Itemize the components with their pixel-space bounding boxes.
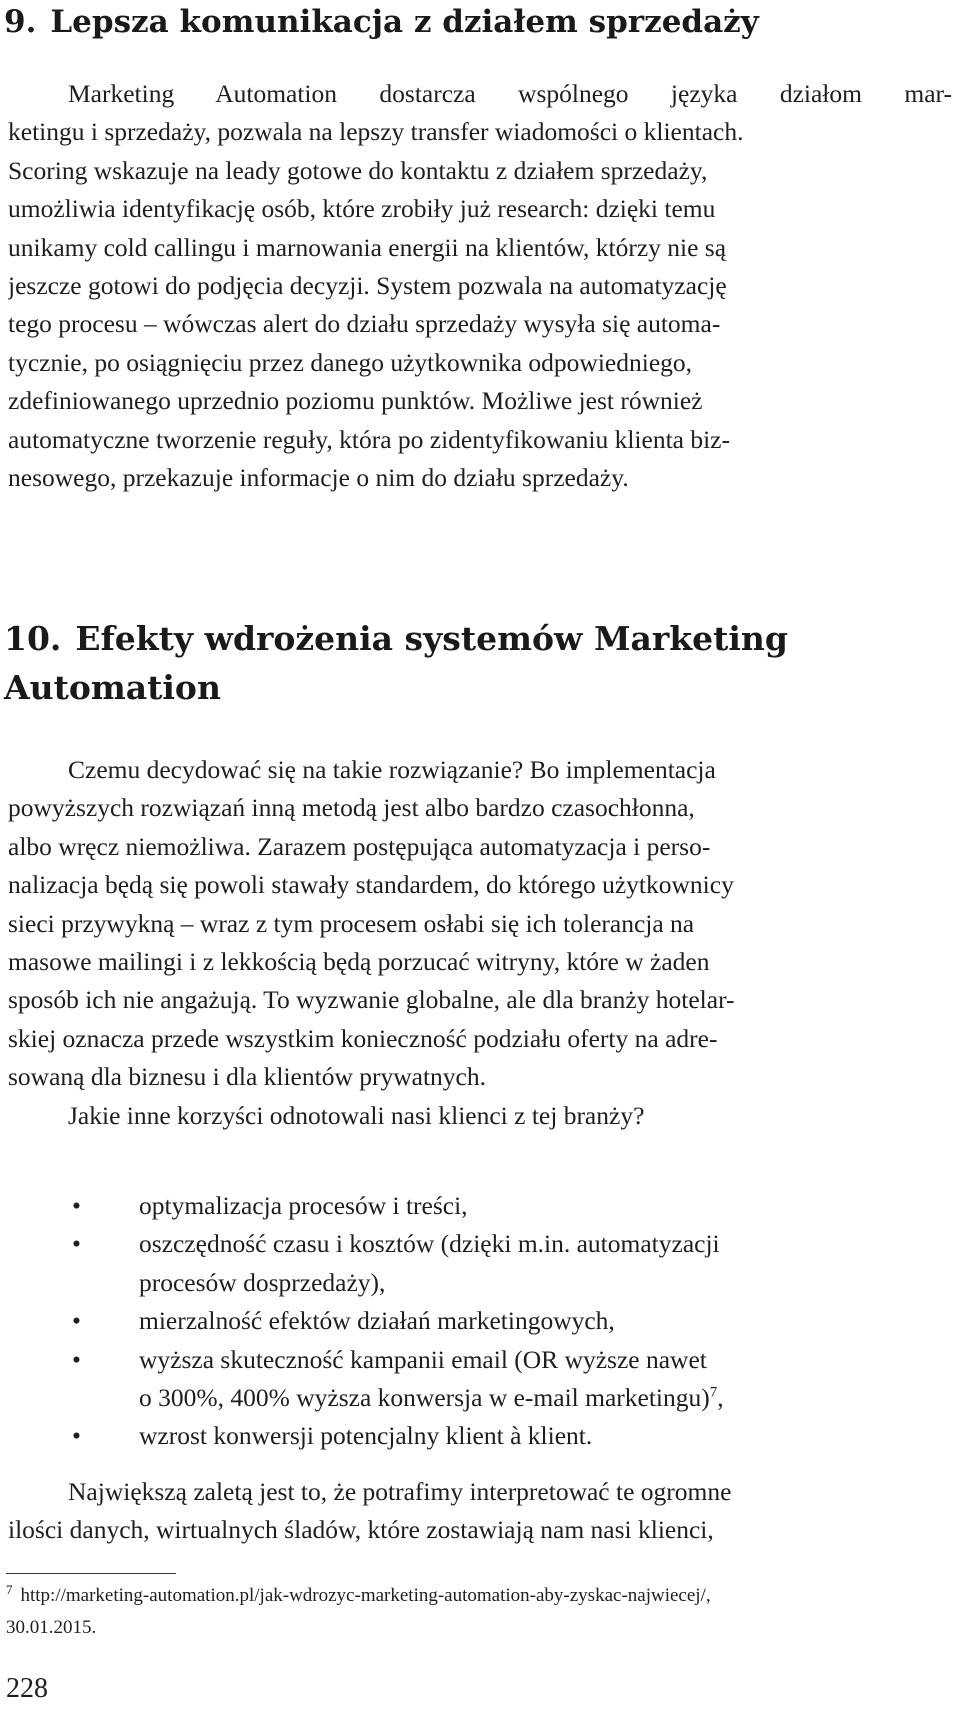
- text-line: umożliwia identyfikację osób, które zrobiły już research: dzięki temu: [8, 194, 716, 224]
- list-item-text: procesów dosprzedaży),: [139, 1267, 386, 1297]
- benefits-list: [8, 1187, 958, 1456]
- section-title: Efekty wdrożenia systemów Marketing Automation: [4, 619, 788, 707]
- text-line: powyższych rozwiązań inną metodą jest albo bardzo czasochłonna,: [8, 793, 695, 823]
- section-heading-10: [4, 614, 944, 712]
- text-line: Największą zaletą jest to, że potrafimy interpretować te ogromne: [68, 1477, 732, 1506]
- footnote-date: 30.01.2015.: [6, 1617, 97, 1638]
- section-title: Lepsza komunikacja z działem sprzedaży: [50, 4, 759, 40]
- list-item: [8, 1225, 958, 1302]
- section-heading-9: [4, 0, 759, 44]
- text-line: sowaną dla biznesu i dla klientów prywatnych.: [8, 1062, 487, 1092]
- list-item: [8, 1341, 958, 1418]
- list-item-text: wyższa skuteczność kampanii email (OR wyższe nawet: [139, 1344, 707, 1374]
- text-line: masowe mailingi i z lekkością będą porzucać witryny, które w żaden: [8, 947, 710, 977]
- text-line: zdefiniowanego uprzednio poziomu punktów. Możliwe jest również: [8, 386, 703, 416]
- bullet-icon: •: [72, 1229, 81, 1259]
- text-line: automatyczne tworzenie reguły, która po zidentyfikowaniu klienta biz-: [8, 424, 730, 454]
- page-number: 228: [6, 1673, 48, 1704]
- text-line: albo wręcz niemożliwa. Zarazem postępująca automatyzacja i perso-: [8, 831, 711, 861]
- text-line: skiej oznacza przede wszystkim konieczność podziału oferty na adre-: [8, 1023, 718, 1053]
- footnote-url: http://marketing-automation.pl/jak-wdrozyc-marketing-automation-aby-zyskac-najwiecej/,: [20, 1585, 711, 1606]
- question-line: Jakie inne korzyści odnotowali nasi klienci z tej branży?: [68, 1100, 645, 1130]
- list-item: [8, 1302, 958, 1340]
- text-line: ilości danych, wirtualnych śladów, które zostawiają nam nasi klienci,: [8, 1515, 714, 1545]
- text-line: Czemu decydować się na takie rozwiązanie? Bo implementacja: [68, 755, 716, 784]
- list-item-text: wzrost konwersji potencjalny klient à klient.: [139, 1421, 593, 1451]
- text-line: sposób ich nie angażują. To wyzwanie globalne, ale dla branży hotelar-: [8, 985, 735, 1015]
- list-item: [8, 1417, 958, 1455]
- footnote-separator: [6, 1573, 176, 1574]
- text-line: unikamy cold callingu i marnowania energii na klientów, którzy nie są: [8, 232, 727, 262]
- footnote: [6, 1580, 956, 1644]
- text-line: nesowego, przekazuje informacje o nim do działu sprzedaży.: [8, 463, 629, 493]
- bullet-icon: •: [72, 1344, 81, 1374]
- section-number: 10.: [4, 619, 62, 658]
- bullet-icon: •: [72, 1421, 81, 1451]
- footnote-line: [6, 1580, 956, 1612]
- section-number: 9.: [4, 4, 37, 40]
- bullet-icon: •: [72, 1191, 81, 1220]
- list-item-text: o 300%, 400% wyższa konwersja w e-mail marketingu): [139, 1383, 710, 1413]
- footnote-reference: 7: [709, 1384, 718, 1401]
- text-line: Marketing Automation dostarcza wspólnego języka działom mar-: [68, 79, 952, 108]
- list-item-text: oszczędność czasu i kosztów (dzięki m.in. automatyzacji: [139, 1229, 720, 1259]
- list-item-text: mierzalność efektów działań marketingowych,: [139, 1306, 615, 1336]
- closing-paragraph: [8, 1473, 952, 1550]
- section-9-paragraph: [8, 75, 952, 497]
- bullet-icon: •: [72, 1306, 81, 1336]
- text-line: sieci przywykną – wraz z tym procesem osłabi się ich tolerancja na: [8, 908, 695, 938]
- text-line: Scoring wskazuje na leady gotowe do kontaktu z działem sprzedaży,: [8, 155, 708, 185]
- text-line: tycznie, po osiągnięciu przez danego użytkownika odpowiedniego,: [8, 347, 693, 377]
- list-item-text-with-footnote: [139, 1379, 958, 1417]
- list-item-suffix: ,: [717, 1383, 724, 1413]
- section-10-paragraph: [8, 751, 952, 1135]
- text-line: tego procesu – wówczas alert do działu sprzedaży wysyła się automa-: [8, 309, 721, 339]
- list-item: [8, 1187, 958, 1225]
- text-line: nalizacja będą się powoli stawały standardem, do którego użytkownicy: [8, 870, 734, 900]
- footnote-mark: 7: [6, 1581, 13, 1597]
- text-line: ketingu i sprzedaży, pozwala na lepszy transfer wiadomości o klientach.: [8, 117, 744, 147]
- text-line: jeszcze gotowi do podjęcia decyzji. System pozwala na automatyzację: [8, 271, 727, 301]
- list-item-text: optymalizacja procesów i treści,: [139, 1191, 468, 1220]
